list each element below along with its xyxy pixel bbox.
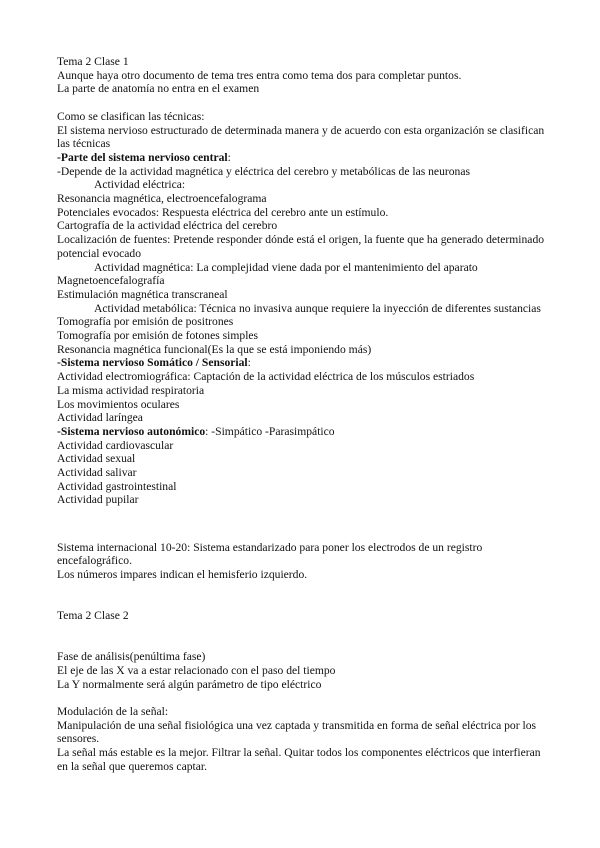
list-line: Resonancia magnética, electroencefalograma (57, 192, 267, 206)
paragraph: Los números impares indican el hemisferio izquierdo. (57, 567, 308, 581)
subheading: Modulación de la señal: (57, 704, 169, 718)
subheading-text: Actividad metabólica: Técnica no invasiva aunque requiere la inyección de diferentes sustancias (94, 301, 541, 315)
list-line: Actividad gastrointestinal (57, 479, 177, 493)
paragraph: La parte de anatomía no entra en el examen (57, 82, 260, 96)
list-line: La misma actividad respiratoria (57, 383, 205, 397)
list-line: Actividad pupilar (57, 493, 139, 507)
heading-tail: : (227, 150, 231, 164)
heading-tail: : -Simpático -Parasimpático (205, 424, 335, 438)
list-line: Tomografía por emisión de positrones (57, 315, 234, 329)
spacer (57, 691, 545, 705)
list-line: Estimulación magnética transcraneal (57, 287, 228, 301)
list-line: Cartografía de la actividad eléctrica del cerebro (57, 219, 278, 233)
spacer (57, 623, 545, 650)
paragraph: Aunque haya otro documento de tema tres entra como tema dos para completar puntos. (57, 68, 462, 82)
list-line: Los movimientos oculares (57, 397, 180, 411)
list-line: Localización de fuentes: Pretende responder dónde está el origen, la fuente que ha generado determinado potencial evocado (57, 233, 545, 260)
section-title: Tema 2 Clase 1 (57, 55, 129, 68)
document-body (57, 55, 545, 773)
heading-bold: Parte del sistema nervioso central (60, 150, 228, 164)
list-line: Magnetoencefalografía (57, 274, 165, 288)
heading-dash: - (57, 150, 61, 164)
list-line: Actividad cardiovascular (57, 438, 174, 452)
paragraph: Fase de análisis(penúltima fase) (57, 650, 206, 664)
paragraph: Manipulación de una señal fisiológica una vez captada y transmitida en forma de señal eléctrica por los sensores. (57, 718, 537, 746)
paragraph: -Depende de la actividad magnética y eléctrica del cerebro y metabólicas de las neuronas (57, 164, 470, 178)
list-line: Resonancia magnética funcional(Es la que se está imponiendo más) (57, 342, 372, 356)
list-line: Actividad sexual (57, 452, 136, 466)
paragraph: El eje de las X va a estar relacionado con el paso del tiempo (57, 663, 336, 677)
subheading: Actividad magnética: La complejidad viene dada por el mantenimiento del aparato (94, 260, 478, 274)
heading-bold: Sistema nervioso Somático / Sensorial (60, 356, 248, 370)
paragraph: Sistema internacional 10-20: Sistema estandarizado para poner los electrodos de un registro encefalográfico. (57, 540, 483, 568)
heading-dash: - (57, 424, 61, 438)
spacer (57, 582, 545, 609)
spacer (57, 96, 545, 110)
heading-cns (57, 151, 545, 165)
paragraph: Como se clasifican las técnicas: (57, 109, 205, 123)
subheading: Actividad eléctrica: (94, 178, 186, 192)
list-line: Actividad laríngea (57, 411, 143, 425)
heading-dash: - (57, 356, 61, 370)
paragraph: La señal más estable es la mejor. Filtrar la señal. Quitar todos los componentes eléctricos que interfieran en la señal que queremos captar. (57, 746, 541, 773)
list-line: Actividad electromiográfica: Captación de la actividad eléctrica de los músculos estriados (57, 370, 475, 384)
heading-somatic (57, 356, 545, 370)
list-line: Tomografía por emisión de fotones simples (57, 329, 259, 343)
spacer (57, 507, 545, 534)
list-line: Actividad salivar (57, 466, 137, 480)
paragraph: La Y normalmente será algún parámetro de tipo eléctrico (57, 677, 322, 691)
heading-tail: : (247, 356, 251, 370)
heading-autonomic (57, 425, 545, 439)
list-line: Potenciales evocados: Respuesta eléctrica del cerebro ante un estímulo. (57, 205, 389, 219)
section-title: Tema 2 Clase 2 (57, 609, 129, 623)
subheading (57, 302, 545, 316)
paragraph: El sistema nervioso estructurado de determinada manera y de acuerdo con esta organización se clasifican las técnicas (57, 123, 545, 151)
heading-bold: Sistema nervioso autonómico (60, 424, 206, 438)
